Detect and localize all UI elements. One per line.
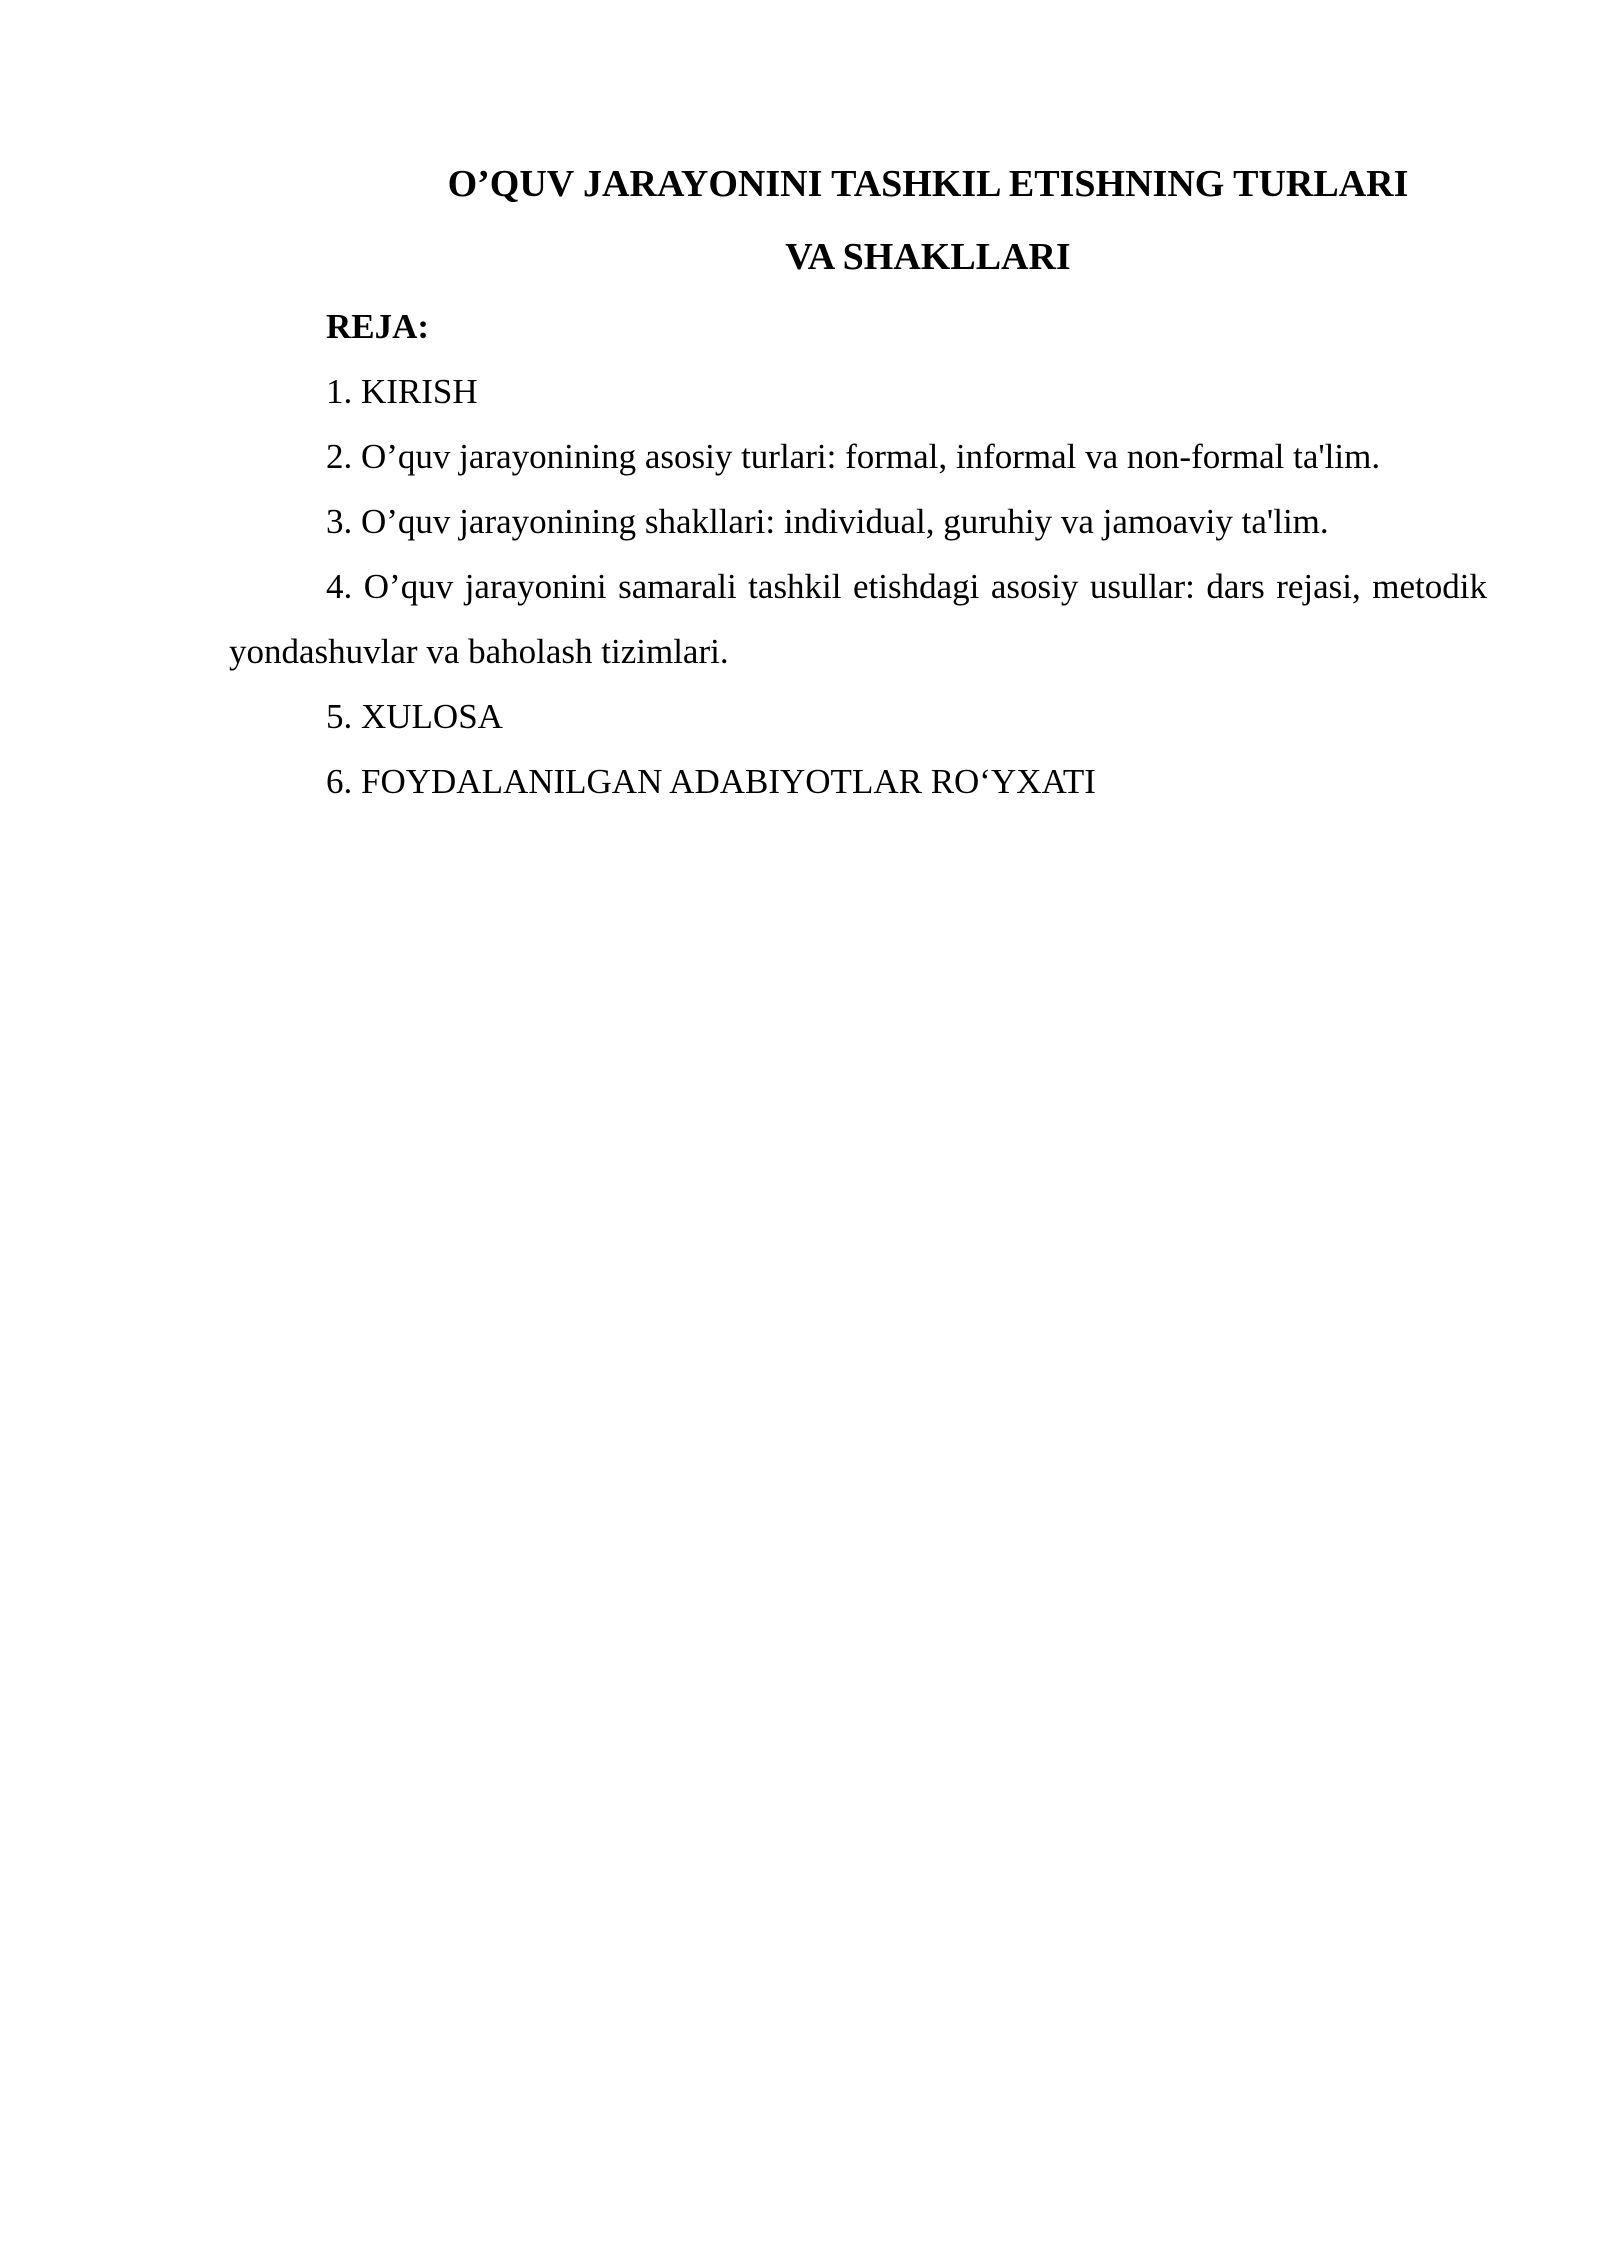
document-content bbox=[229, 148, 1487, 814]
title-line-1: O’QUV JARAYONINI TASHKIL ETISHNING TURLARI bbox=[447, 163, 1409, 205]
plan-item-2: 2. O’quv jarayonining asosiy turlari: formal, informal va non-formal ta'lim. bbox=[326, 437, 1381, 476]
plan-item-6: 6. FOYDALANILGAN ADABIYOTLAR RO‘YXATI bbox=[326, 762, 1096, 801]
plan-item-3: 3. O’quv jarayonining shakllari: individual, guruhiy va jamoaviy ta'lim. bbox=[326, 502, 1329, 541]
plan-item-1: 1. KIRISH bbox=[326, 372, 478, 411]
document-title bbox=[229, 148, 1487, 294]
plan-item-5: 5. XULOSA bbox=[326, 697, 503, 736]
plan-heading: REJA: bbox=[326, 307, 430, 346]
plan-item-4: 4. O’quv jarayonini samarali tashkil etishdagi asosiy usullar: dars rejasi, metodik yondashuvlar va baholash tizimlari. bbox=[229, 567, 1487, 671]
title-line-2: VA SHAKLLARI bbox=[785, 236, 1071, 278]
